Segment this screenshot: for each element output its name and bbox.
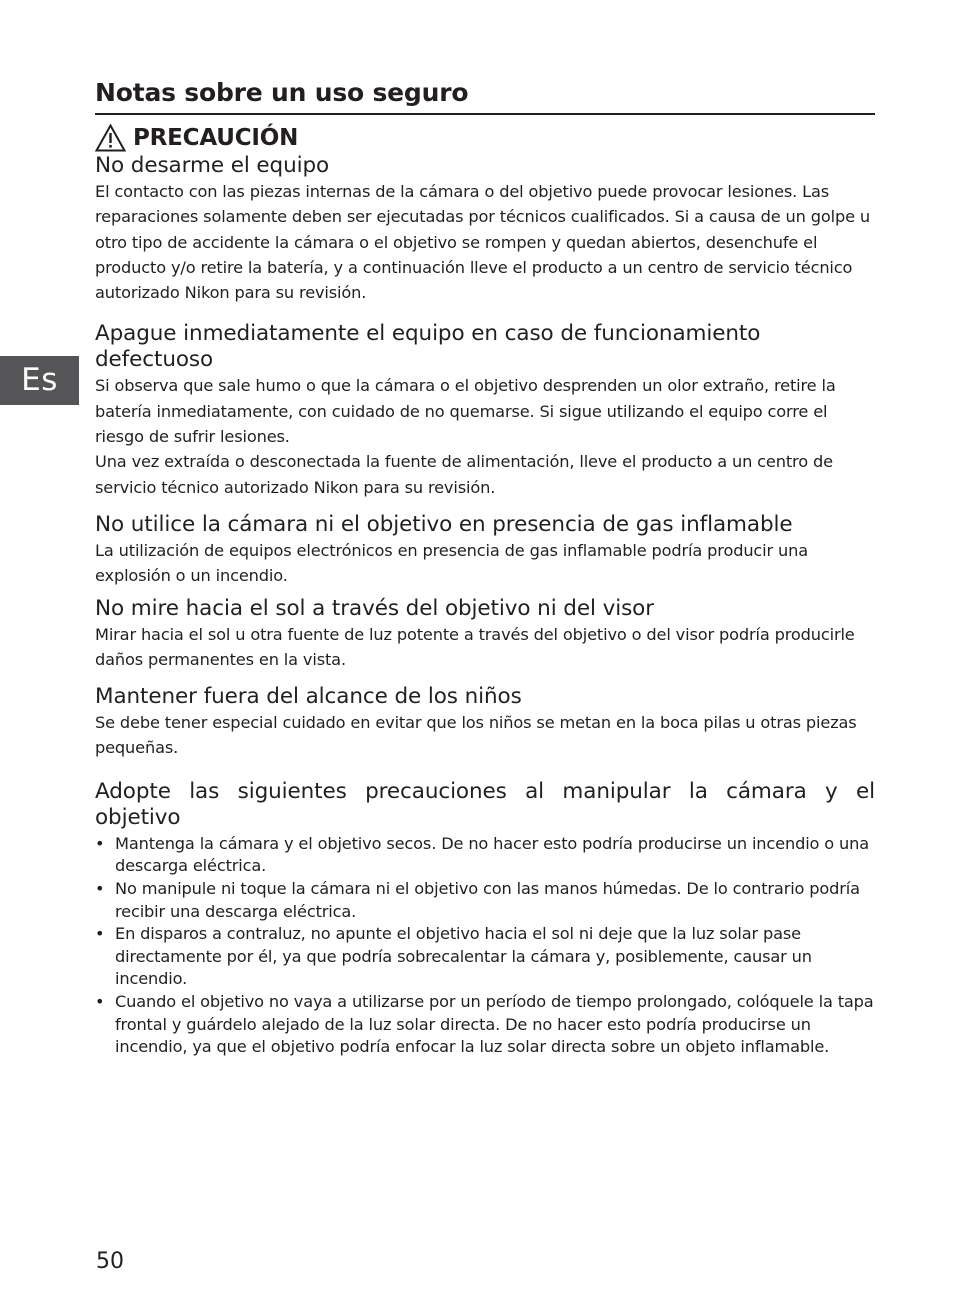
section-handling bbox=[95, 779, 875, 1059]
page-number: 50 bbox=[96, 1249, 124, 1274]
bullet-icon: • bbox=[95, 924, 105, 944]
list-item-text: En disparos a contraluz, no apunte el objetivo hacia el sol ni deje que la luz solar pase directamente por él, ya que podría sobrecalentar la cámara y, posiblemente, causar un incendio. bbox=[115, 924, 812, 989]
section-malfunction bbox=[95, 321, 875, 499]
list-item bbox=[95, 878, 875, 923]
section-children bbox=[95, 684, 875, 761]
section-heading: Mantener fuera del alcance de los niños bbox=[95, 684, 522, 710]
section-heading: Adopte las siguientes precauciones al manipular la cámara y el objetivo bbox=[95, 778, 875, 830]
section-paragraph: Mirar hacia el sol u otra fuente de luz potente a través del objetivo o del visor podría producirle daños permanentes en la vista. bbox=[95, 624, 855, 669]
bullet-icon: • bbox=[95, 991, 105, 1011]
section-heading: No desarme el equipo bbox=[95, 153, 330, 178]
list-item bbox=[95, 923, 875, 991]
page-content bbox=[95, 74, 875, 1059]
bullet-icon: • bbox=[95, 878, 105, 898]
list-item-text: Cuando el objetivo no vaya a utilizarse por un período de tiempo prolongado, colóquele la tapa frontal y guárdelo alejado de la luz solar directa. De no hacer esto podría producirse un incendio, ya que el objetivo podría enfocar la luz solar directa sobre un objeto inflamable. bbox=[115, 991, 874, 1057]
section-disassemble bbox=[95, 153, 875, 305]
section-heading: No utilice la cámara ni el objetivo en presencia de gas inflamable bbox=[95, 511, 793, 537]
section-heading: Apague inmediatamente el equipo en caso de funcionamiento defectuoso bbox=[95, 321, 761, 373]
list-item-text: Mantenga la cámara y el objetivo secos. De no hacer esto podría producirse un incendio o una descarga eléctrica. bbox=[115, 833, 870, 876]
bullet-icon: • bbox=[95, 833, 105, 853]
list-item-text: No manipule ni toque la cámara ni el objetivo con las manos húmedas. De lo contrario podría recibir una descarga eléctrica. bbox=[115, 878, 860, 921]
section-paragraph: Se debe tener especial cuidado en evitar que los niños se metan en la boca pilas u otras piezas pequeñas. bbox=[95, 713, 857, 758]
section-flammable-gas bbox=[95, 512, 875, 589]
section-heading: No mire hacia el sol a través del objetivo ni del visor bbox=[95, 595, 654, 621]
section-paragraph: Una vez extraída o desconectada la fuente de alimentación, lleve el producto a un centro de servicio técnico autorizado Nikon para su revisión. bbox=[95, 452, 833, 497]
caution-header bbox=[95, 123, 875, 153]
page-title: Notas sobre un uso seguro bbox=[95, 74, 875, 115]
warning-triangle-icon bbox=[95, 124, 126, 152]
list-item bbox=[95, 833, 875, 878]
section-sun bbox=[95, 596, 875, 673]
section-paragraph: El contacto con las piezas internas de la cámara o del objetivo puede provocar lesiones. Las reparaciones solamente deben ser ejecutadas por técnicos cualificados. Si a causa de un golpe u otro tipo de accidente la cámara o el objetivo se rompen y quedan abiertos, desenchufe el producto y/o retire la batería, y a continuación lleve el producto a un centro de servicio técnico autorizado Nikon para su revisión. bbox=[95, 182, 870, 303]
caution-label: PRECAUCIÓN bbox=[133, 125, 299, 151]
section-paragraph: Si observa que sale humo o que la cámara o el objetivo desprenden un olor extraño, retire la batería inmediatamente, con cuidado de no quemarse. Si sigue utilizando el equipo corre el riesgo de sufrir lesiones. bbox=[95, 376, 836, 447]
list-item bbox=[95, 991, 875, 1059]
precaution-list bbox=[95, 833, 875, 1059]
section-paragraph: La utilización de equipos electrónicos en presencia de gas inflamable podría producir una explosión o un incendio. bbox=[95, 540, 809, 586]
language-tab: Es bbox=[0, 356, 79, 405]
